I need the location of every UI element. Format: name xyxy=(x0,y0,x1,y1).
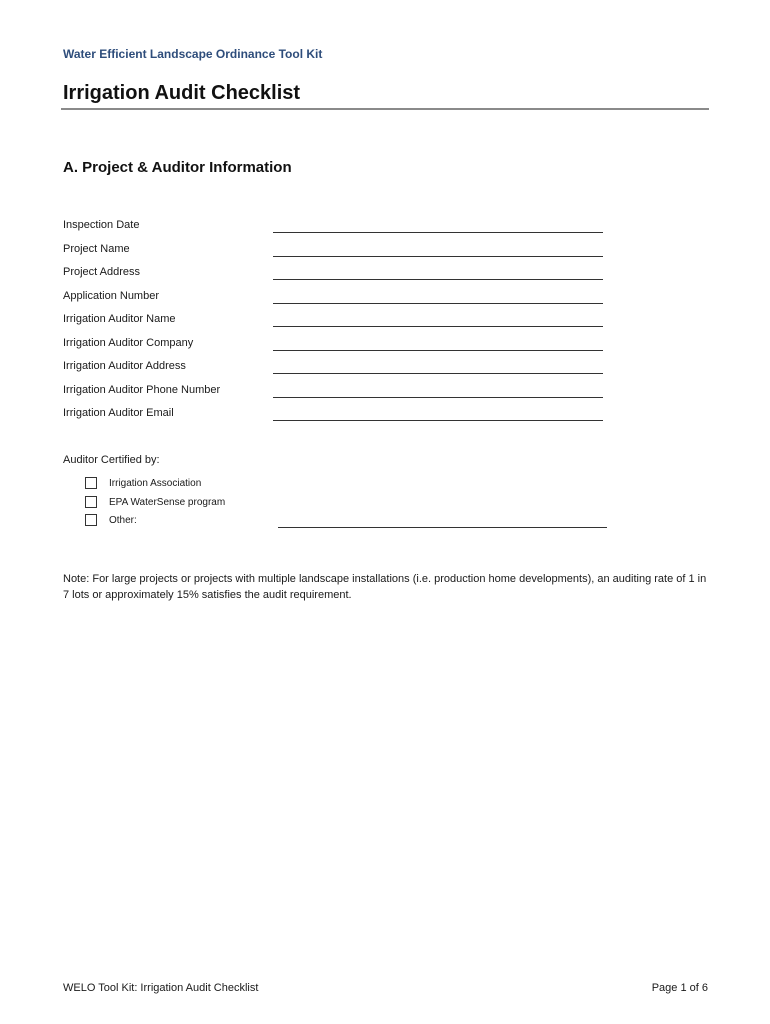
field-project-name[interactable] xyxy=(63,243,623,267)
option-label: EPA WaterSense program xyxy=(109,496,226,508)
field-label: Irrigation Auditor Address xyxy=(63,360,186,372)
audit-rate-note: Note: For large projects or projects with multiple landscape installations (i.e. production home developments), an auditing rate of 1 in 7 lots or approximately 15% satisfies the audit requirement. xyxy=(63,573,707,601)
fill-in-line[interactable] xyxy=(273,256,603,257)
fill-in-line[interactable] xyxy=(273,232,603,233)
field-auditor-name[interactable] xyxy=(63,313,623,337)
footer-document-name: WELO Tool Kit: Irrigation Audit Checklist xyxy=(63,982,259,994)
option-label: Other: xyxy=(109,515,137,526)
field-auditor-email[interactable] xyxy=(63,407,623,431)
fill-in-line[interactable] xyxy=(273,373,603,374)
certification-options xyxy=(85,476,625,532)
checkbox[interactable] xyxy=(85,477,97,489)
other-fill-in-line[interactable] xyxy=(278,527,607,528)
fill-in-line[interactable] xyxy=(273,420,603,421)
field-label: Inspection Date xyxy=(63,219,140,231)
fill-in-line[interactable] xyxy=(273,397,603,398)
option-label: Irrigation Association xyxy=(109,478,202,489)
field-label: Project Address xyxy=(63,266,141,278)
field-label: Irrigation Auditor Name xyxy=(63,313,176,325)
checkbox[interactable] xyxy=(85,514,97,526)
field-label: Application Number xyxy=(63,289,159,302)
certified-by-label: Auditor Certified by: xyxy=(63,454,160,466)
field-auditor-address[interactable] xyxy=(63,360,623,384)
fill-in-line[interactable] xyxy=(273,279,603,280)
field-label: Irrigation Auditor Email xyxy=(63,407,174,419)
field-inspection-date[interactable] xyxy=(63,219,623,243)
fill-in-line[interactable] xyxy=(273,350,603,351)
document-title: Irrigation Audit Checklist xyxy=(63,82,301,104)
field-label: Irrigation Auditor Company xyxy=(63,336,194,349)
option-other[interactable] xyxy=(85,513,625,532)
option-irrigation-association[interactable] xyxy=(85,476,625,495)
field-auditor-phone[interactable] xyxy=(63,384,623,408)
tool-kit-header: Water Efficient Landscape Ordinance Tool Kit xyxy=(63,47,323,61)
field-application-number[interactable] xyxy=(63,290,623,314)
project-info-fields xyxy=(63,219,623,431)
checkbox[interactable] xyxy=(85,496,97,508)
field-auditor-company[interactable] xyxy=(63,337,623,361)
field-project-address[interactable] xyxy=(63,266,623,290)
field-label: Project Name xyxy=(63,242,130,255)
fill-in-line[interactable] xyxy=(273,326,603,327)
fill-in-line[interactable] xyxy=(273,303,603,304)
section-a-heading: A. Project & Auditor Information xyxy=(63,159,292,176)
title-divider xyxy=(61,108,709,110)
field-label: Irrigation Auditor Phone Number xyxy=(63,383,221,396)
footer-page-number: Page 1 of 6 xyxy=(651,982,708,994)
option-epa-watersense[interactable] xyxy=(85,495,625,514)
